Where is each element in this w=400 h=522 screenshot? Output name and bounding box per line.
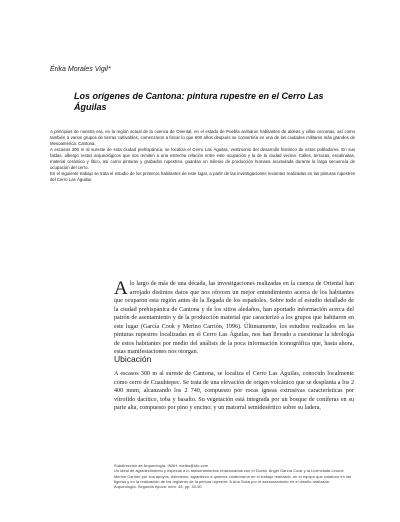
article-title: Los orígenes de Cantona: pintura rupestre en el Cerro Las Águilas — [74, 91, 324, 112]
section-heading: Ubicación — [114, 354, 152, 364]
footnotes — [114, 464, 354, 490]
author-name: Érika Morales Vigil* — [50, 66, 111, 73]
intro-paragraph — [114, 280, 354, 357]
footnote-citation: Arqueología. Segunda época, núm. 43, pp. 30-50 — [114, 485, 202, 490]
drop-cap: A — [114, 278, 128, 299]
footnote-acknowledgment: Un ideal de agradecimiento y especial a lo asesoramientos relacionados con el Doctor Ángel García Cook y la Licenciada Leonor Merino Carrión por sus apoyos. Asimismo, agradezco a quienes colaboraron en el trabajo realizado, en el equipo que colaboró en las figuras y en la realización de los registros de la pintura rupestre. A Ana Sosa por el asesoramiento en el diseño realizado. — [114, 469, 352, 484]
footnote-affiliation: Subdirección de Arqueología, INAH. melbu@ido.com — [114, 464, 209, 468]
section-paragraph: A escasos 300 m al sureste de Cantona, se localiza el Cerro Las Águilas, conocido localmente como cerro de Cuauhtepec. Se trata de una elevación de origen volcánico que se desplanta a los 2 400 mnm, alcanzando los 2 740, compuesto por rocas ígneas extrusivas características por vítrofido dacítico, toba y basalto. Su vegetación está integrada por un bosque de coníferas en su parte alta, compuesto por pino y encino; y un matorral semidesértico sobre su ladera, — [114, 371, 354, 411]
intro-text: lo largo de más de una década, las investigaciones realizadas en la cuenca de Oriental han arrojado distintos datos que nos ofrecen un mejor entendimiento acerca de los habitantes que ocuparon esta región antes de la llegada de los españoles. Sobre todo el estudio detallado de la ciudad prehispánica de Cantona y de los sitios aledaños, han aportado información acerca del patrón de asentamiento y de la producción material que caracterizó a los grupos que habitaron en este lugar (García Cook y Merino Carrión, 1996). Últimamente, los estudios realizados en las pinturas rupestres localizadas en el Cerro Las Águilas, nos han llevado a cuestionar la ideología de estos habitantes por medio del análisis de la poca información iconográfica que, hasta ahora, estas manifestaciones nos otorgan. — [114, 281, 354, 355]
abstract — [50, 129, 355, 183]
abstract-paragraph-2: A escasos 300 m al sureste de esta ciudad prehispánica, se localiza el Cerro Las Águilas, vestimonio del desarrollo histórico de estos pobladores. En sus faldas, albergo restos arqueológicos que nos remiten a una estrecha relación entre este ocupación y la de la ciudad vecina. Calles, terrazas, escalinatas, material cerámico y lítico, así como pinturas y grabados rupestres, guardan un milenio de producción humana acumulada durante la larga secuencia de ocupación del cerro. — [50, 147, 355, 170]
abstract-paragraph-1: A principios de nuestra era, en la región actual de la cuenca de Oriental, en el estado de Puebla arribaron habitantes de aldeas y villas cercanas, así como también a varios grupos de tierras cultivables, comenzaron a fincar lo que 600 años después se convertiría en una de las ciudades militares más grandes de Mesoamérica: Cantona. — [50, 129, 355, 146]
abstract-paragraph-3: En el siguiente trabajo se trata el estudio de los primeros habitantes de este lugar, a partir de las investigaciones recientes realizadas en las pinturas rupestres del Cerro Las Águilas. — [50, 171, 355, 182]
